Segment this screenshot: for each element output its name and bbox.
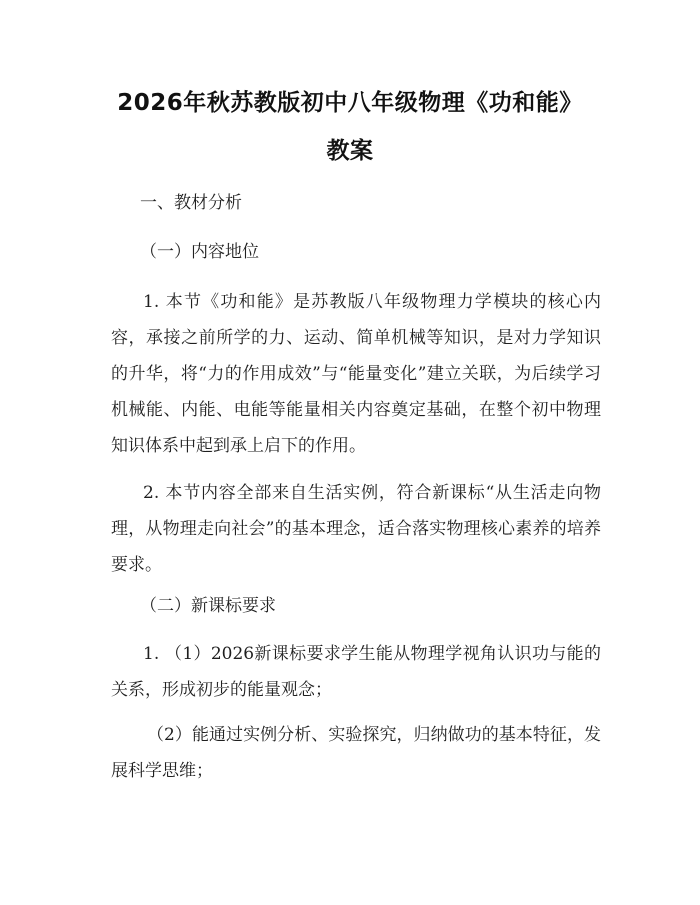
- subsection-heading-curriculum-requirements: （二）新课标要求: [140, 596, 276, 616]
- paragraph-curriculum-requirement-1: 1. （1）2026新课标要求学生能从物理学视角认识功与能的关系，形成初步的能量观念；: [111, 644, 601, 700]
- document-title-line-1: 2026年秋苏教版初中八年级物理《功和能》: [117, 90, 583, 116]
- paragraph-content-position-1: 1. 本节《功和能》是苏教版八年级物理力学模块的核心内容，承接之前所学的力、运动、简单机械等知识，是对力学知识的升华，将“力的作用成效”与“能量变化”建立关联，为后续学习机械能、内能、电能等能量相关内容奠定基础，在整个初中物理知识体系中起到承上启下的作用。: [111, 292, 601, 456]
- section-heading-1: 一、教材分析: [140, 193, 242, 213]
- paragraph-curriculum-requirement-2: （2）能通过实例分析、实验探究，归纳做功的基本特征，发展科学思维；: [111, 725, 601, 781]
- paragraph-content-position-2: 2. 本节内容全部来自生活实例，符合新课标“从生活走向物理，从物理走向社会”的基本理念，适合落实物理核心素养的培养要求。: [111, 483, 601, 575]
- document-title-line-2: 教案: [326, 138, 374, 164]
- subsection-heading-content-position: （一）内容地位: [140, 242, 259, 262]
